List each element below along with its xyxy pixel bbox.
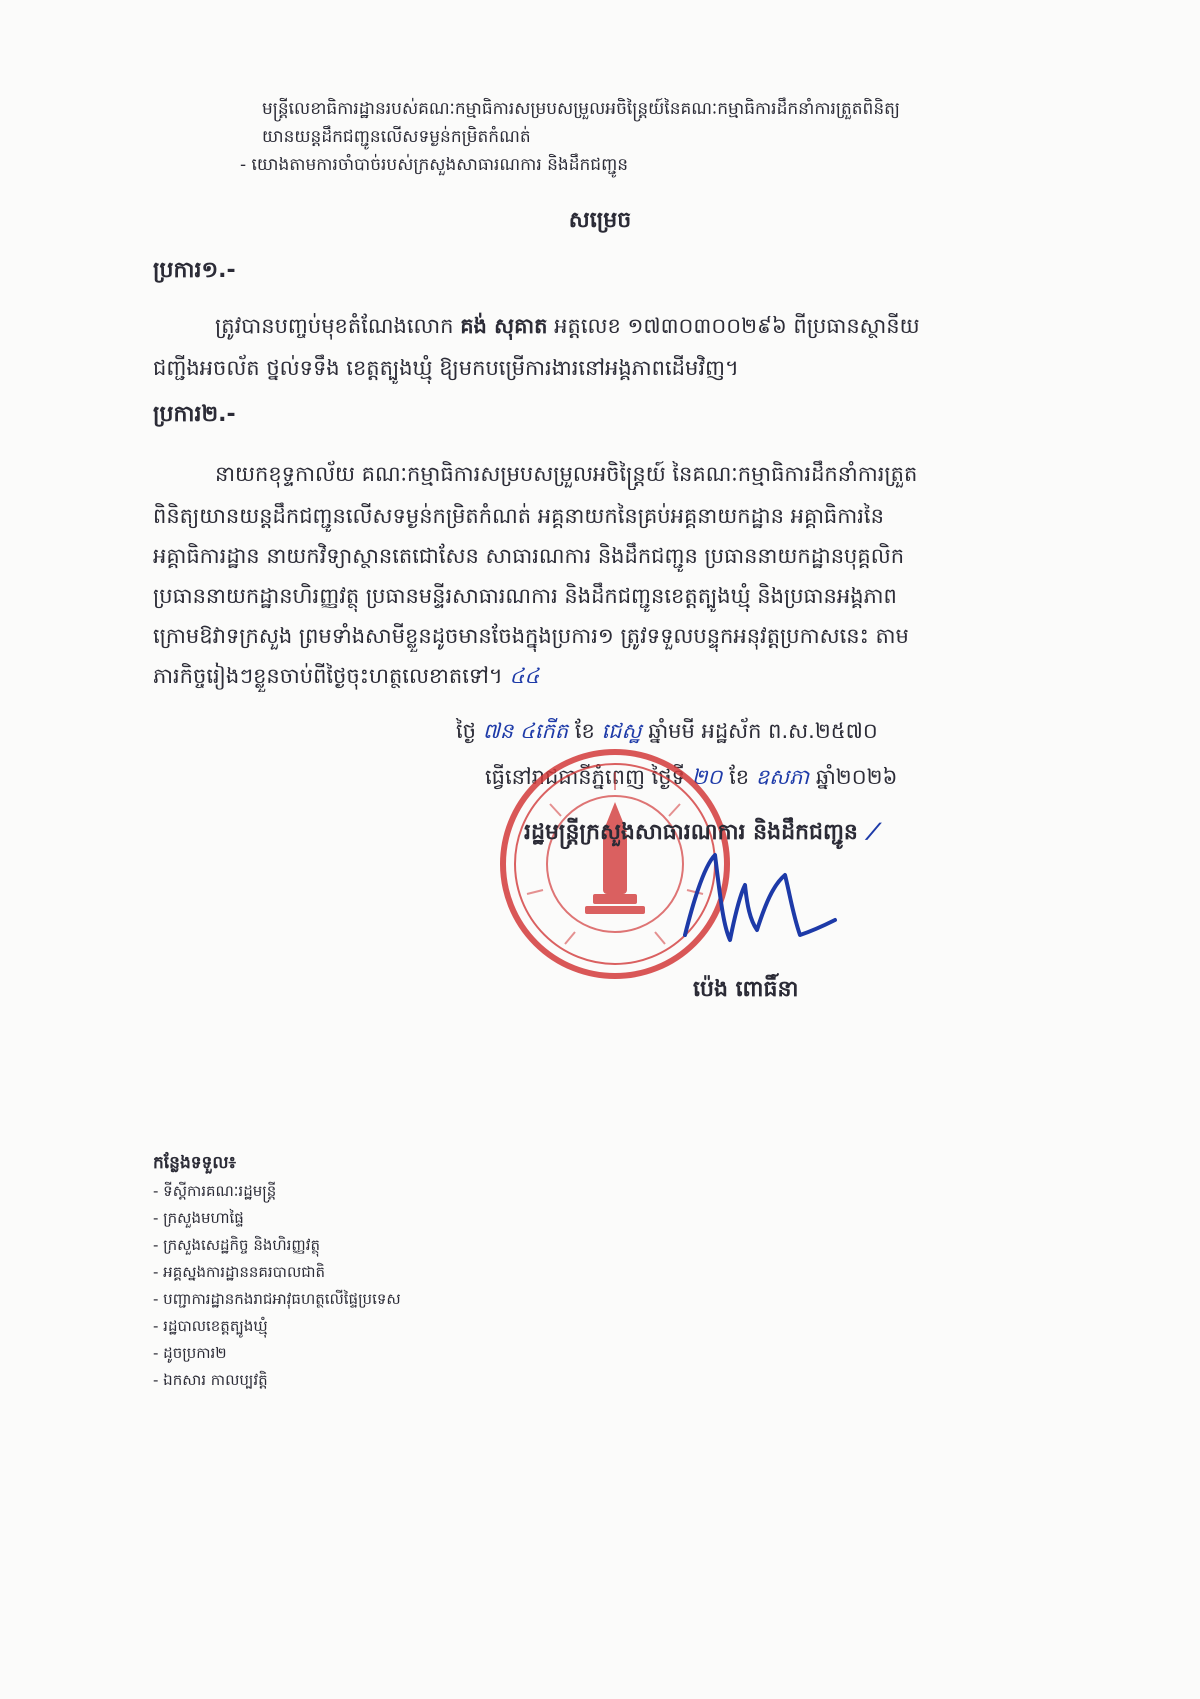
article-1-line-1-pre: ត្រូវបានបញ្ចប់មុខតំណែងលោក <box>215 314 461 338</box>
article-2-line-3: អគ្គាធិការដ្ឋាន នាយកវិទ្យាស្ថានតេជោសែន សាធារណការ និងដឹកជញ្ជូន ប្រធាននាយកដ្ឋានបុគ្គលិក <box>153 544 905 568</box>
article-2-line-1: នាយកខុទ្ទកាល័យ គណៈកម្មាធិការសម្របសម្រួលអចិន្ត្រៃយ៍ នៃគណៈកម្មាធិការដឹកនាំការត្រួត <box>215 462 918 486</box>
article-2-line-4: ប្រធាននាយកដ្ឋានហិរញ្ញវត្ថុ ប្រធានមន្ទីរសាធារណការ និងដឹកជញ្ជូនខេត្តត្បូងឃ្មុំ និងប្រធានអង្គភាព <box>153 584 897 608</box>
article-1-line-1 <box>215 310 1095 342</box>
preamble-line-2: យានយន្តដឹកជញ្ជូនលើសទម្ងន់កម្រិតកំណត់ <box>262 127 531 147</box>
recipient-item: - អគ្គស្នងការដ្ឋាននគរបាលជាតិ <box>153 1263 326 1281</box>
recipient-item: - ឯកសារ កាលប្បវត្តិ <box>153 1371 268 1389</box>
minister-title-text: រដ្ឋមន្ត្រីក្រសួងសាធារណការ និងដឹកជញ្ជូន <box>524 820 858 845</box>
handwritten-mark: ៤៤ <box>509 664 540 688</box>
article-1-name: គង់ សុគាត <box>460 314 548 338</box>
lunar-year-text: ឆ្នាំមមី អដ្ឋស័ក ព.ស.២៥៧០ <box>648 719 878 743</box>
recipient-item: - បញ្ជាការដ្ឋានកងរាជអាវុធហត្ថលើផ្ទៃប្រទេស <box>153 1290 401 1308</box>
preamble-line-3: - យោងតាមការចាំបាច់របស់ក្រសួងសាធារណការ និងដឹកជញ្ជូន <box>240 155 629 175</box>
solar-date-prefix: ធ្វើនៅរាជធានីភ្នំពេញ ថ្ងៃទី <box>485 765 685 789</box>
solar-month-handwritten: ឧសភា <box>755 765 810 789</box>
recipients-heading: កន្លែងទទួល៖ <box>153 1153 237 1173</box>
recipient-item: - រដ្ឋបាលខេត្តត្បូងឃ្មុំ <box>153 1317 268 1335</box>
lunar-day-handwritten: ៧ន ៤កើត <box>482 719 569 743</box>
article-2-line-5: ក្រោមឱវាទក្រសួង ព្រមទាំងសាមីខ្លួនដូចមានចែងក្នុងប្រការ១ ត្រូវទទួលបន្ទុកអនុវត្តប្រកាសនេះ តាម <box>153 624 909 648</box>
article-1-line-1-post: អត្តលេខ ១៧៣០៣០០២៩៦ ពីប្រធានស្ថានីយ <box>547 314 920 338</box>
article-2-line-6 <box>153 660 1093 692</box>
signer-name: ប៉េង ពោធិ៍នា <box>693 977 799 1002</box>
handwritten-tick-icon: ⟋ <box>865 820 881 845</box>
article-2-line-2: ពិនិត្យយានយន្តដឹកជញ្ជូនលើសទម្ងន់កម្រិតកំណត់ អគ្គនាយកនៃគ្រប់អគ្គនាយកដ្ឋាន អគ្គាធិការនៃ <box>153 504 884 528</box>
preamble-line-1: មន្ត្រីលេខាធិការដ្ឋានរបស់គណៈកម្មាធិការសម្របសម្រួលអចិន្ត្រៃយ៍នៃគណៈកម្មាធិការដឹកនាំការត្រួតពិនិត្យ <box>262 99 900 119</box>
article-1-line-2: ជញ្ជីងអចល័ត ថ្នល់ទទឹង ខេត្តត្បូងឃ្មុំ ឱ្យមកបម្រើការងារនៅអង្គភាពដើមវិញ។ <box>153 356 739 380</box>
lunar-month-label: ខែ <box>574 719 595 743</box>
decision-title: សម្រេច <box>568 208 632 233</box>
article-1-heading: ប្រការ១.- <box>153 258 236 283</box>
lunar-day-label: ថ្ងៃ <box>456 719 476 743</box>
recipient-item: - ទីស្តីការគណៈរដ្ឋមន្ត្រី <box>153 1182 277 1200</box>
signature-icon <box>675 835 855 955</box>
solar-month-label: ខែ <box>729 765 750 789</box>
solar-day-handwritten: ២០ <box>691 765 723 789</box>
solar-year: ឆ្នាំ២០២៦ <box>815 765 898 789</box>
article-2-last-line: ភារកិច្ចរៀងៗខ្លួនចាប់ពីថ្ងៃចុះហត្ថលេខាតទៅ។ <box>153 664 503 688</box>
recipient-item: - ក្រសួងសេដ្ឋកិច្ច និងហិរញ្ញវត្ថុ <box>153 1236 320 1254</box>
recipient-item: - ដូចប្រការ២ <box>153 1344 227 1362</box>
article-2-heading: ប្រការ២.- <box>153 402 236 427</box>
recipient-item: - ក្រសួងមហាផ្ទៃ <box>153 1209 244 1227</box>
lunar-month-handwritten: ជេស្ឋ <box>601 719 642 743</box>
